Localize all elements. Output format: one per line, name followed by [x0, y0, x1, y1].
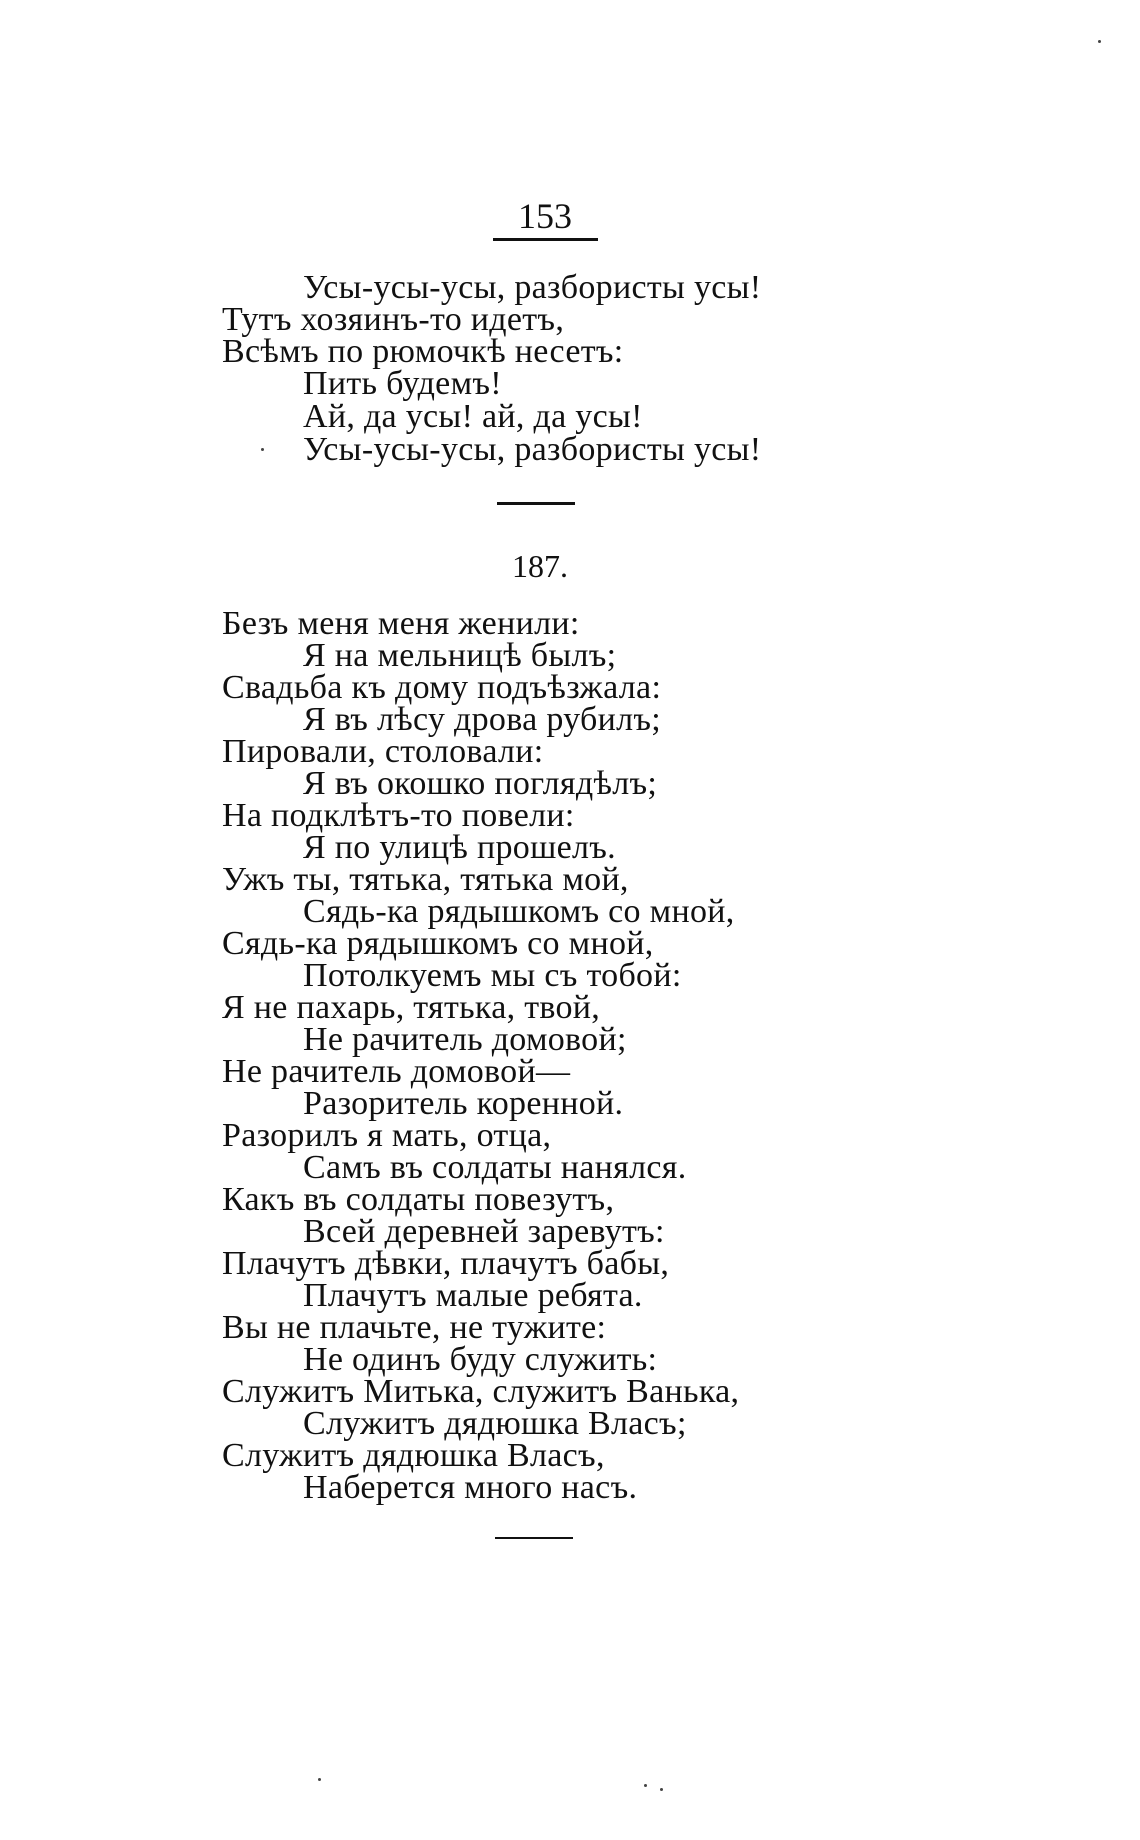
verse-line: Ай, да усы! ай, да усы!: [303, 398, 643, 435]
verse-line: Я въ лѣсу дрова рубилъ;: [303, 701, 662, 738]
poem-number: 187.: [512, 548, 568, 584]
verse-line: Плачутъ малые ребята.: [303, 1277, 643, 1314]
verse-line: Пить будемъ!: [303, 365, 502, 402]
verse-line: Плачутъ дѣвки, плачутъ бабы,: [222, 1245, 670, 1282]
verse-line: Служитъ дядюшка Власъ,: [222, 1437, 605, 1474]
verse-line: Разоритель коренной.: [303, 1085, 624, 1122]
verse-line: Какъ въ солдаты повезутъ,: [222, 1181, 615, 1218]
verse-line: Тутъ хозяинъ-то идетъ,: [222, 301, 565, 338]
verse-line: Потолкуемъ мы съ тобой:: [303, 957, 682, 994]
verse-line: На подклѣтъ-то повели:: [222, 797, 575, 834]
verse-line: Усы-усы-усы, разбористы усы!: [303, 269, 762, 306]
print-speck: [644, 1784, 647, 1787]
verse-line: Свадьба къ дому подъѣзжала:: [222, 669, 662, 706]
print-speck: [318, 1778, 321, 1781]
verse-line: Не рачитель домовой;: [303, 1021, 627, 1058]
section-separator: [497, 502, 575, 505]
verse-line: Я на мельницѣ былъ;: [303, 637, 617, 674]
verse-line: Служитъ Митька, служитъ Ванька,: [222, 1373, 740, 1410]
verse-line: Я въ окошко поглядѣлъ;: [303, 765, 658, 802]
verse-line: Пировали, столовали:: [222, 733, 544, 770]
verse-line: Не одинъ буду служить:: [303, 1341, 658, 1378]
print-speck: [660, 1788, 663, 1791]
verse-line: Я по улицѣ прошелъ.: [303, 829, 616, 866]
page-number: 153: [518, 196, 572, 236]
verse-line: Служитъ дядюшка Власъ;: [303, 1405, 687, 1442]
verse-line: Усы-усы-усы, разбористы усы!: [303, 431, 762, 468]
verse-line: Я не пахарь, тятька, твой,: [222, 989, 601, 1026]
page-number-underline: [493, 238, 598, 241]
verse-line: Безъ меня меня женили:: [222, 605, 580, 642]
verse-line: Всѣмъ по рюмочкѣ несетъ:: [222, 333, 624, 370]
verse-line: Самъ въ солдаты нанялся.: [303, 1149, 687, 1186]
verse-line: Наберется много насъ.: [303, 1469, 638, 1506]
verse-line: Вы не плачьте, не тужите:: [222, 1309, 607, 1346]
verse-line: Всей деревней заревутъ:: [303, 1213, 665, 1250]
verse-line: Не рачитель домовой—: [222, 1053, 571, 1090]
section-separator: [495, 1537, 573, 1539]
verse-line: Разорилъ я мать, отца,: [222, 1117, 552, 1154]
verse-line: Сядь-ка рядышкомъ со мной,: [303, 893, 735, 930]
verse-line: Сядь-ка рядышкомъ со мной,: [222, 925, 654, 962]
verse-line: Ужъ ты, тятька, тятька мой,: [222, 861, 629, 898]
print-speck: [261, 448, 264, 451]
print-speck: [1098, 40, 1101, 43]
